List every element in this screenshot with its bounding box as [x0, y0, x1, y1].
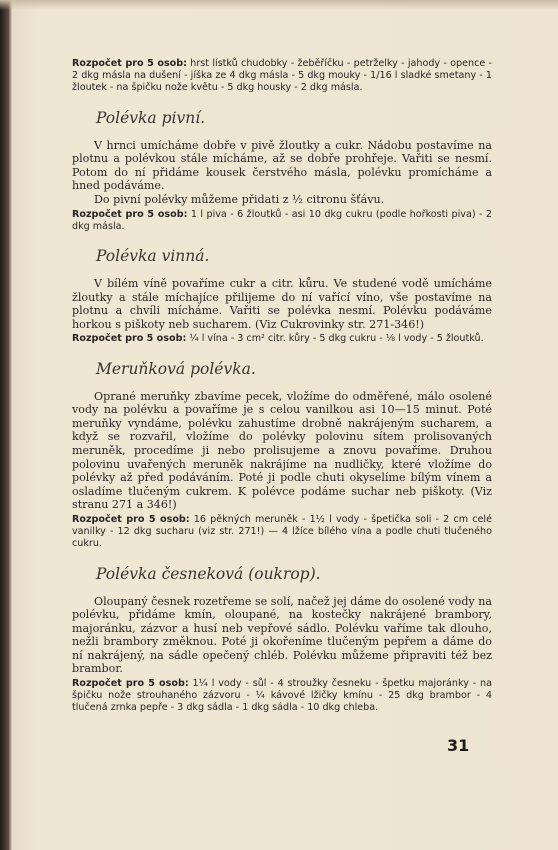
- book-spine: [0, 0, 12, 850]
- recipe-text: 1 l piva - 6 žloutků - asi 10 dkg cukru (podle hořkosti piva) - 2 dkg másla.: [72, 208, 492, 232]
- recipe-lead: Rozpočet pro 5 osob:: [72, 678, 189, 690]
- recipe-lead: Rozpočet pro 5 osob:: [72, 208, 188, 220]
- section-title-polevka-vinna: Polévka vinná.: [96, 246, 210, 265]
- recipe-text: hrst lístků chudobky - žeběříčku - petrželky - jahody - opence - 2 dkg másla na dušení - jíška ze 4 dkg másla - 5 dkg mouky - 1/16 l sladké smetany - 1 žloutek - na špičku nože květu - 5 dkg housky - 2 dkg másla.: [72, 58, 492, 94]
- recipe-text: 16 pěkných meruněk - 1½ l vody - špetička soli - 2 cm celé vanilky - 12 dkg sucharu (viz str. 271!) — 4 lžíce bílého vína a podle chuti tlučeného cukru.: [72, 513, 492, 550]
- section-title-polevka-cesnekova: Polévka česneková (oukrop).: [96, 564, 321, 583]
- section-recipe-ingredients: [72, 333, 492, 345]
- section-recipe-ingredients: [72, 209, 492, 233]
- recipe-lead: Rozpočet pro 5 osob:: [72, 58, 187, 69]
- section-paragraph: Oloupaný česnek rozetřeme se solí, načež jej dáme do osolené vody na polévku, přidáme kmín, oloupané, na kostečky nakrájené brambory, majoránku, zázvor a husí neb vepřové sádlo. Polévku vaříme tak dlouho, nežli brambory změknou. Poté ji okořeníme tlučeným pepřem a dáme do ní nakrájený, na sádle opečený chléb. Polévku můžeme připraviti též bez brambor.: [72, 594, 492, 676]
- section-paragraph: Oprané meruňky zbavíme pecek, vložíme do odměřené, málo osolené vody na polévku a povaříme je s celou vanilkou asi 10—15 minut. Poté meruňky vyndáme, polévku zahustíme drobně nakrájeným sucharem, a když se rozvařil, vložíme do polévky polovinu sítem prolisovaných meruněk, procedíme ji nebo prolisujeme a znovu povaříme. Druhou polovinu uvařených meruněk nakrájíme na nudličky, které vložíme do polévky až před podáváním. Poté ji podle chuti okyselíme bílým vínem a osladíme tlučeným cukrem. K polévce podáme suchar neb piškoty. (Viz stranu 271 a 346!): [72, 389, 492, 512]
- section-paragraph: Do pivní polévky můžeme přidati z ½ citronu šťávu.: [94, 192, 385, 206]
- section-title-merunkova-polevka: Meruňková polévka.: [96, 359, 256, 378]
- section-paragraph: V hrnci umícháme dobře v pivě žloutky a cukr. Nádobu postavíme na plotnu a polévkou stále mícháme, až se dobře prohřeje. Vařiti se nesmí. Potom do ní přidáme kousek čerstvého másla, polévku promícháme a hned podáváme.: [72, 138, 492, 193]
- page-content: [72, 58, 492, 715]
- intro-recipe-ingredients: [72, 58, 492, 95]
- page-number: 31: [447, 736, 470, 755]
- section-title-polevka-pivni: Polévka pivní.: [96, 108, 206, 127]
- section-paragraph: V bílém víně povaříme cukr a citr. kůru. Ve studené vodě umícháme žloutky a stále míchajíce přilijeme do ní vařící víno, vše postavíme na plotnu a chvíli mícháme. Vařiti se polévka nesmí. Polévku podáváme horkou s piškoty neb sucharem. (Viz Cukrovinky str. 271-346!): [72, 276, 492, 331]
- recipe-lead: Rozpočet pro 5 osob:: [72, 333, 187, 345]
- recipe-text: 1¼ l vody - sůl - 4 stroužky česneku - špetku majoránky - na špičku nože strouhaného zázvoru - ¼ kávové lžičky kmínu - 25 dkg brambor - 4 tlučená zrnka pepře - 3 dkg sádla - 1 dkg sádla - 10 dkg chleba.: [72, 678, 492, 714]
- section-recipe-ingredients: [72, 514, 492, 551]
- page-edge-shadow: [0, 0, 558, 10]
- section-recipe-ingredients: [72, 678, 492, 715]
- recipe-text: ¼ l vína - 3 cm² citr. kůry - 5 dkg cukru - ⅛ l vody - 5 žloutků.: [186, 333, 484, 345]
- recipe-lead: Rozpočet pro 5 osob:: [72, 513, 190, 525]
